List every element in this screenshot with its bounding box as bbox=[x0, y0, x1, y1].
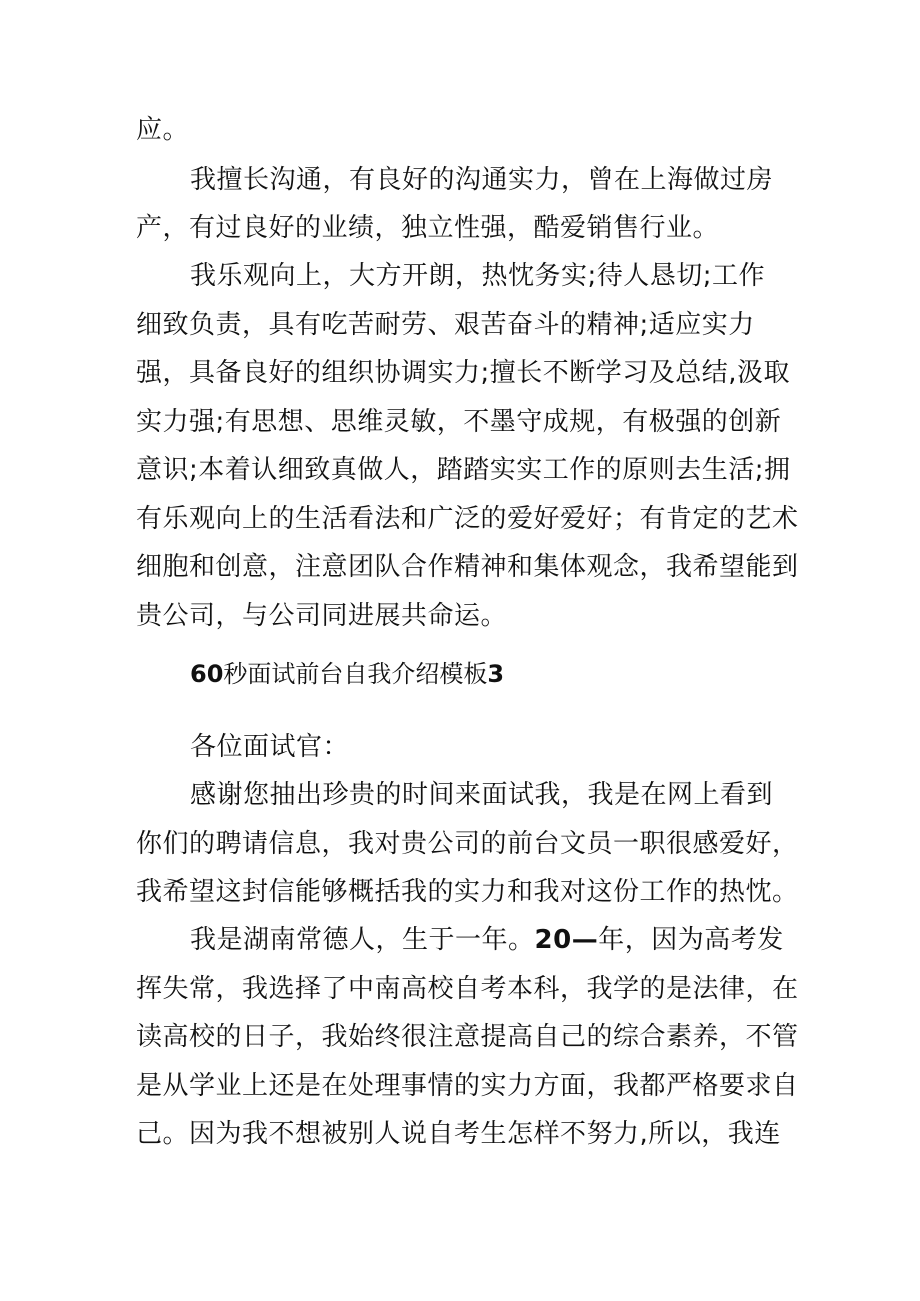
text-line bbox=[190, 922, 784, 958]
text-segment: 年，因为高考发 bbox=[598, 925, 784, 955]
text-segment: 我是湖南常德人，生于一年。 bbox=[190, 925, 535, 955]
text-line: 我擅长沟通，有良好的沟通实力，曾在上海做过房 bbox=[190, 165, 774, 195]
text-line: 贵公司，与公司同进展共命运。 bbox=[136, 601, 508, 631]
text-line: 应。 bbox=[136, 115, 190, 145]
text-line: 细致负责，具有吃苦耐劳、艰苦奋斗的精神;适应实力 bbox=[136, 310, 755, 340]
heading-number: 60 bbox=[190, 660, 224, 688]
section-heading bbox=[190, 656, 504, 692]
heading-index: 3 bbox=[487, 660, 505, 688]
text-line: 读高校的日子，我始终很注意提高自己的综合素养，不管 bbox=[136, 1022, 799, 1052]
text-line: 是从学业上还是在处理事情的实力方面，我都严格要求自 bbox=[136, 1071, 799, 1101]
text-line: 产，有过良好的业绩，独立性强，酷爱销售行业。 bbox=[136, 213, 720, 243]
text-line: 我乐观向上，大方开朗，热忱务实;待人恳切;工作 bbox=[190, 261, 766, 291]
heading-title: 秒面试前台自我介绍模板 bbox=[223, 660, 488, 688]
text-line: 感谢您抽出珍贵的时间来面试我，我是在网上看到 bbox=[190, 780, 774, 810]
text-line: 挥失常，我选择了中南高校自考本科，我学的是法律，在 bbox=[136, 974, 799, 1004]
text-line: 强，具备良好的组织协调实力;擅长不断学习及总结,汲取 bbox=[136, 358, 791, 388]
text-line: 实力强;有思想、思维灵敏，不墨守成规，有极强的创新 bbox=[136, 407, 782, 437]
salutation: 各位面试官： bbox=[190, 732, 350, 762]
text-line: 己。因为我不想被别人说自考生怎样不努力,所以，我连 bbox=[136, 1119, 781, 1149]
text-line: 你们的聘请信息，我对贵公司的前台文员一职很感爱好， bbox=[136, 829, 799, 859]
year-placeholder: 20— bbox=[534, 925, 599, 955]
text-line: 我希望这封信能够概括我的实力和我对这份工作的热忱。 bbox=[136, 877, 799, 907]
text-line: 细胞和创意，注意团队合作精神和集体观念，我希望能到 bbox=[136, 552, 799, 582]
text-line: 有乐观向上的生活看法和广泛的爱好爱好；有肯定的艺术 bbox=[136, 504, 799, 534]
text-line: 意识;本着认细致真做人，踏踏实实工作的原则去生活;拥 bbox=[136, 455, 791, 485]
